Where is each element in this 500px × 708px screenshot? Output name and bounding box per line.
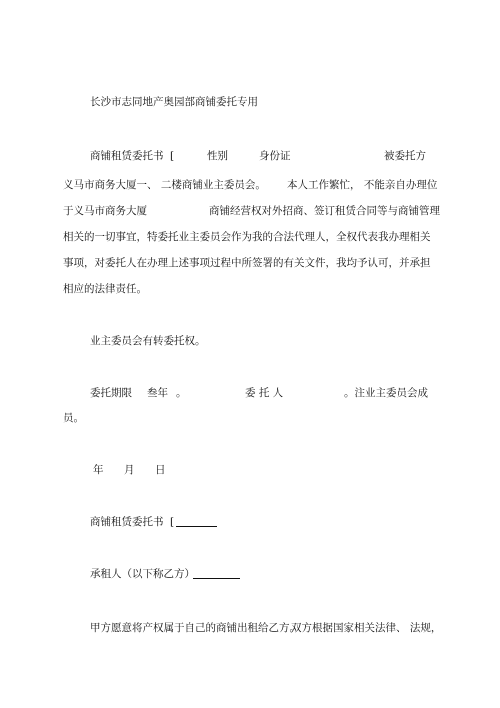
lease-intro-left: 甲方愿意将产权属于自己的商铺出租给乙方。 <box>90 622 300 634</box>
tenant-label: 承租人（以下称乙方） <box>90 568 195 580</box>
period-value: 叁年 <box>147 387 168 399</box>
title-bracket: [ <box>170 150 175 162</box>
body-line-2-left: 义马市商务大厦一、 二楼商铺业主委员会。 <box>63 179 266 191</box>
header-title: 长沙市志同地产奥园部商铺委托专用 <box>90 96 258 108</box>
body-line-2-right: 本人工作繁忙， 不能亲自办理位 <box>287 179 438 191</box>
body-line-3-right: 商铺经营权对外招商、签订租赁合同等与商铺管理 <box>209 205 440 217</box>
id-card-label: 身份证 <box>259 150 291 162</box>
gender-label: 性别 <box>207 150 228 162</box>
lease-intro-right: 双方根据国家相关法律、 法规， <box>291 622 442 634</box>
committee-note: 。注业主委员会成 <box>344 387 428 399</box>
period-label: 委托期限 <box>90 387 132 399</box>
lease-title: 商铺租赁委托书 <box>90 516 164 528</box>
body-line-4: 相关的一切事宜，特委托业主委员会作为我的合法代理人，全权代表我办理相关 <box>63 231 431 243</box>
date-day: 日 <box>155 464 166 476</box>
body-line-6: 相应的法律责任。 <box>63 283 147 295</box>
principal-label: 委 托 人 <box>245 387 284 399</box>
lease-title-blank-line <box>176 526 217 527</box>
transfer-right-line: 业主委员会有转委托权。 <box>90 335 206 347</box>
period-end-mark: 。 <box>176 387 187 399</box>
tenant-blank-line <box>193 578 240 579</box>
body-line-3-left: 于义马市商务大厦 <box>63 205 147 217</box>
body-line-5: 事项，对委托人在办理上述事项过程中所签署的有关文件，我均予认可，并承担 <box>63 257 431 269</box>
committee-note-end: 员。 <box>63 412 84 424</box>
lease-title-bracket: [ <box>170 516 175 528</box>
letter-title: 商铺租赁委托书 <box>90 150 164 162</box>
date-year: 年 <box>93 464 104 476</box>
trustee-label: 被委托方 <box>384 150 426 162</box>
date-month: 月 <box>124 464 135 476</box>
